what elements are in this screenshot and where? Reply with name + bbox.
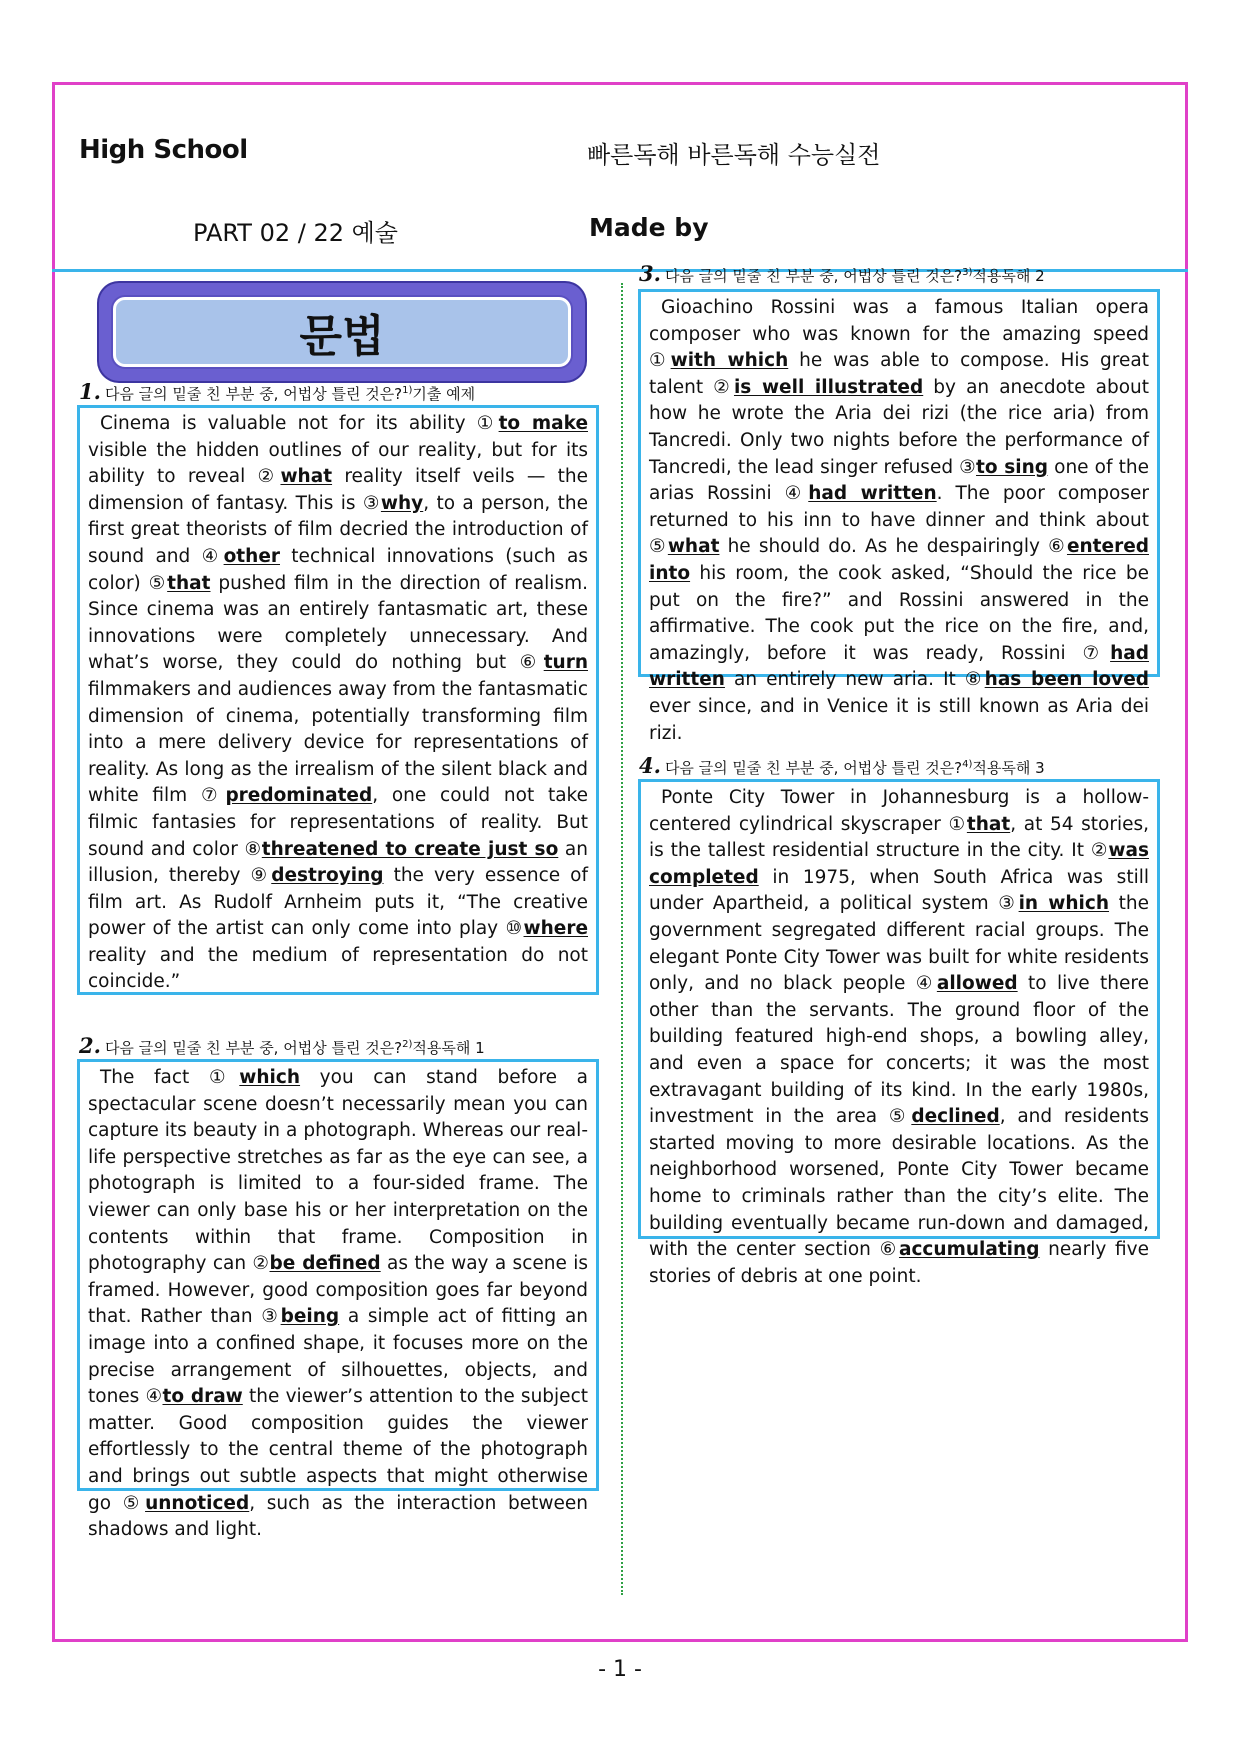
passage-text: the government segregated different racial groups. The elegant Ponte City Tower was built for white residents only, and no black people ④ <box>649 893 1149 995</box>
section-title: 문법 <box>299 311 385 362</box>
underlined-choice: is well illustrated <box>733 376 924 398</box>
underlined-choice: predominated <box>225 785 373 807</box>
passage-text: , to a person, the first great theorists of film decried the introduction of sound and ④ <box>88 492 589 567</box>
footnote-marker: 2) <box>402 1039 413 1050</box>
question-1-passage <box>77 405 599 995</box>
page-frame <box>52 82 1188 1642</box>
question-2-heading <box>79 1033 485 1058</box>
passage-text: Cinema is valuable not for its ability ① <box>100 413 499 434</box>
question-source: 적용독해 1 <box>412 1039 485 1057</box>
part-label: PART 02 / 22 예술 <box>193 219 398 247</box>
passage-text: reality itself veils — the dimension of fantasy. This is ③ <box>88 466 589 514</box>
question-number: 3. <box>639 261 661 286</box>
passage-text: he was able to compose. His great talent ② <box>649 350 1149 398</box>
passage-text: as the way a scene is framed. However, good composition goes far beyond that. Rather than ③ <box>88 1253 588 1328</box>
section-badge <box>99 283 585 381</box>
footnote-marker: 1) <box>402 385 413 396</box>
passage-text: in 1975, when South Africa was still under Apartheid, a political system ③ <box>649 866 1149 915</box>
section-badge-inner <box>113 297 571 367</box>
underlined-choice: has been loved <box>984 669 1149 691</box>
underlined-choice: had written <box>808 483 937 505</box>
question-prompt: 다음 글의 밑줄 친 부분 중, 어법상 틀린 것은? <box>664 759 963 777</box>
passage-text: his room, the cook asked, “Should the rice be put on the fire?” and Rossini answered in the affirmative. The cook put the rice on the fire, and, amazingly, before it was ready, Rossini ⑦ <box>649 562 1149 664</box>
passage-text: , and residents started moving to more desirable locations. As the neighborhood worsened, Ponte City Tower became home to criminals rather than the city’s elite. The building eventually became run-down and damaged, with the center section ⑥ <box>649 1106 1149 1261</box>
underlined-choice: why <box>380 492 424 514</box>
underlined-choice: allowed <box>936 973 1018 995</box>
passage-text: , one could not take filmic fantasies for representations of reality. But sound and color ⑧ <box>88 785 588 860</box>
passage-text: pushed film in the direction of realism. Since cinema was an entirely fantasmatic art, these innovations were completely unnecessary. And what’s worse, they could do nothing but ⑥ <box>88 572 588 674</box>
passage-text: , such as the interaction between shadows and light. <box>88 1492 588 1541</box>
passage-text: filmmakers and audiences away from the fantasmatic dimension of cinema, potentially transforming film into a mere delivery device for representations of reality. As long as the irrealism of the silent black and white film ⑦ <box>88 678 588 807</box>
underlined-choice: had written <box>649 642 1149 691</box>
underlined-choice: unnoticed <box>145 1492 250 1514</box>
underlined-choice: in which <box>1018 893 1110 915</box>
underlined-choice: that <box>966 813 1011 835</box>
underlined-choice: accumulating <box>898 1239 1040 1261</box>
page-number: - 1 - <box>598 1657 642 1682</box>
passage-text: you can stand before a spectacular scene doesn’t necessarily mean you can capture its beauty in a photograph. Whereas our real-life perspective stretches as far as the eye can see, a photograph is limited to a four-sided frame. The viewer can only base his or her interpretation on the contents within that frame. Composition in photography can ② <box>88 1067 589 1275</box>
question-source: 적용독해 3 <box>972 759 1045 777</box>
passage-text: The fact ① <box>100 1067 240 1088</box>
column-divider <box>621 283 623 1595</box>
question-prompt: 다음 글의 밑줄 친 부분 중, 어법상 틀린 것은? <box>104 385 403 403</box>
question-4-passage <box>638 779 1160 1287</box>
underlined-choice: to make <box>498 413 588 434</box>
underlined-choice: what <box>667 536 720 558</box>
passage-text: an entirely new aria. It ⑧ <box>724 669 985 691</box>
underlined-choice: other <box>223 545 280 567</box>
underlined-choice: where <box>523 918 588 940</box>
underlined-choice: threatened to create just so <box>261 838 559 860</box>
underlined-choice: was completed <box>649 840 1149 888</box>
underlined-choice: with which <box>670 350 789 372</box>
underlined-choice: which <box>239 1067 301 1088</box>
underlined-choice: that <box>167 572 211 594</box>
passage-text: technical innovations (such as color) ⑤ <box>88 545 588 594</box>
question-3-heading <box>639 261 1045 286</box>
underlined-choice: to draw <box>162 1386 243 1408</box>
question-source: 기출 예제 <box>412 385 476 403</box>
passage-text: the viewer’s attention to the subject matter. Good composition guides the viewer effortlessly to the central theme of the photograph and brings out subtle aspects that might otherwise go ⑤ <box>88 1386 588 1514</box>
question-2-passage <box>77 1059 599 1541</box>
underlined-choice: being <box>280 1306 340 1328</box>
question-1-heading <box>79 379 475 404</box>
question-4-heading <box>639 753 1045 778</box>
underlined-choice: declined <box>911 1106 1000 1128</box>
underlined-choice: what <box>280 466 333 488</box>
passage-text: nearly five stories of debris at one point. <box>649 1239 1149 1287</box>
school-label: High School <box>79 135 248 165</box>
passage-text: one of the arias Rossini ④ <box>649 456 1149 505</box>
passage-text: visible the hidden outlines of our reality, but for its ability to reveal ② <box>88 439 588 488</box>
passage-text: the very essence of film art. As Rudolf Arnheim puts it, “The creative power of the artist can only come into play ⑩ <box>88 865 589 940</box>
underlined-choice: entered into <box>649 536 1149 584</box>
made-by-label: Made by <box>589 213 709 242</box>
footnote-marker: 4) <box>962 759 973 770</box>
underlined-choice: turn <box>543 652 588 674</box>
page-header <box>55 85 1185 271</box>
passage-text: Gioachino Rossini was a famous Italian opera composer who was known for the amazing speed ① <box>649 297 1149 372</box>
passage-text: a simple act of fitting an image into a confined shape, it focuses more on the precise arrangement of silhouettes, objects, and tones ④ <box>88 1306 589 1408</box>
passage-text: ever since, and in Venice it is still known as Aria dei rizi. <box>649 695 1149 744</box>
passage-text: to live there other than the servants. The ground floor of the building featured high-end shops, a bowling alley, and even a space for concerts; it was the most extravagant building of its kind. In the early 1980s, investment in the area ⑤ <box>649 973 1149 1128</box>
question-prompt: 다음 글의 밑줄 친 부분 중, 어법상 틀린 것은? <box>664 267 963 285</box>
question-number: 4. <box>639 753 661 778</box>
book-title: 빠른독해 바른독해 수능실전 <box>587 141 881 169</box>
passage-text: an illusion, thereby ⑨ <box>88 838 588 887</box>
question-3-passage <box>638 289 1160 744</box>
passage-text: . The poor composer returned to his inn to have dinner and think about ⑤ <box>649 483 1149 558</box>
question-number: 1. <box>79 379 101 404</box>
underlined-choice: be defined <box>269 1253 381 1275</box>
passage-text: by an anecdote about how he wrote the Aria dei rizi (the rice aria) from Tancredi. Only two nights before the performance of Tancredi, the lead singer refused ③ <box>649 376 1149 478</box>
question-prompt: 다음 글의 밑줄 친 부분 중, 어법상 틀린 것은? <box>104 1039 403 1057</box>
passage-text: , at 54 stories, is the tallest residential structure in the city. It ② <box>649 813 1149 862</box>
passage-text: Ponte City Tower in Johannesburg is a hollow-centered cylindrical skyscraper ① <box>649 787 1149 835</box>
passage-text: reality and the medium of representation do not coincide.” <box>88 944 588 993</box>
underlined-choice: destroying <box>271 865 384 887</box>
underlined-choice: to sing <box>976 456 1049 478</box>
question-number: 2. <box>79 1033 101 1058</box>
footnote-marker: 3) <box>962 267 973 278</box>
passage-text: he should do. As he despairingly ⑥ <box>719 536 1067 558</box>
question-source: 적용독해 2 <box>972 267 1045 285</box>
